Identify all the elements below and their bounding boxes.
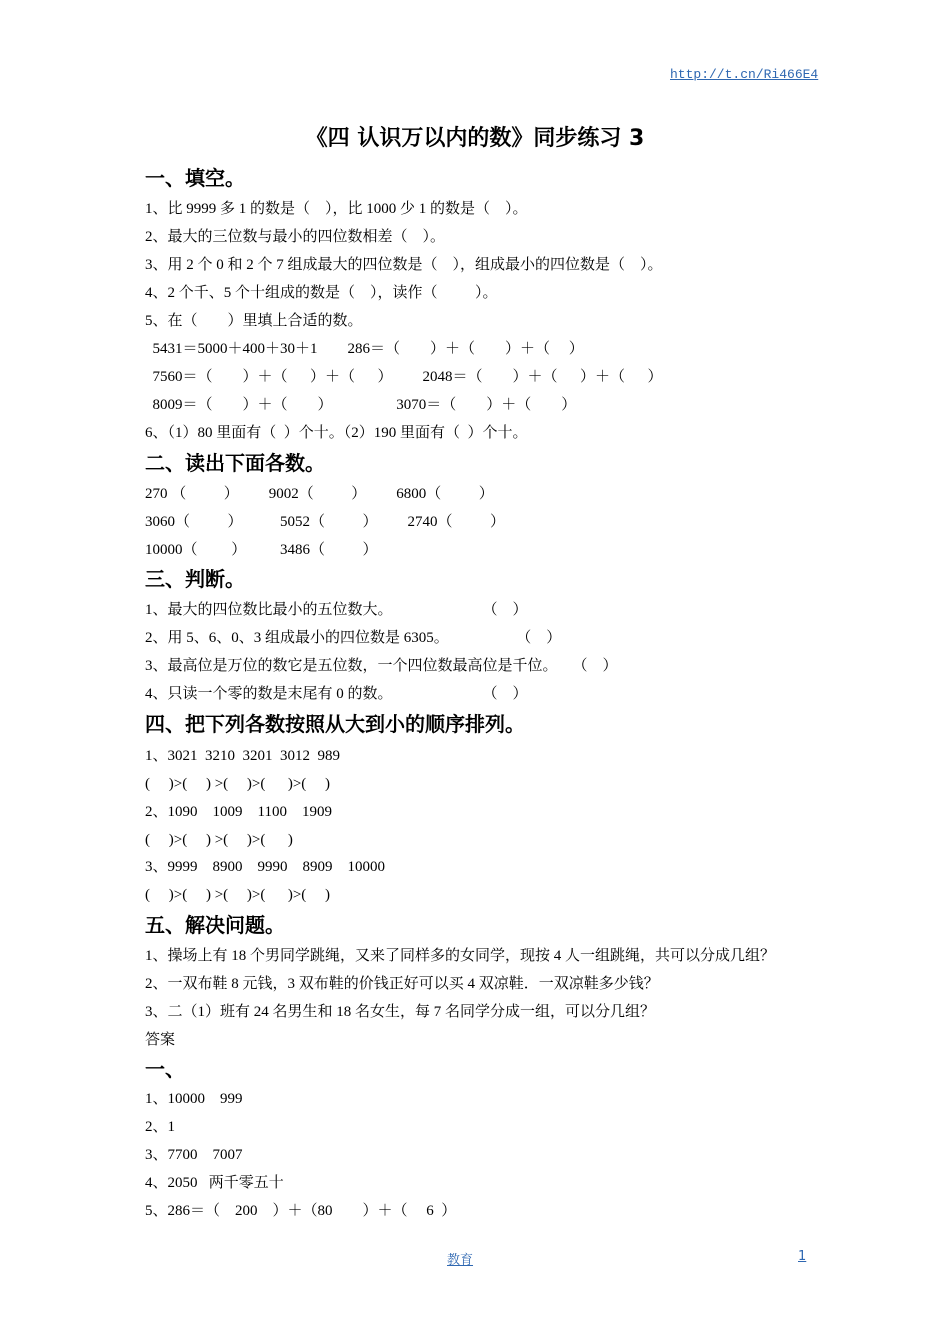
page-title: 《四 认识万以内的数》同步练习 3 xyxy=(305,126,645,151)
page-number[interactable]: 1 xyxy=(798,1249,807,1264)
question-line: 3、用 2 个 0 和 2 个 7 组成最大的四位数是（ ），组成最小的四位数是（ ）。 xyxy=(145,257,663,273)
question-line: 8009＝（ ）＋（ ） 3070＝（ ）＋（ ） xyxy=(145,397,577,413)
question-line: 4、2 个千、5 个十组成的数是（ ），读作（ ）。 xyxy=(145,285,498,301)
question-line: 3、9999 8900 9990 8909 10000 xyxy=(145,859,386,875)
question-line: 1、操场上有 18 个男同学跳绳，又来了同样多的女同学，现按 4 人一组跳绳，共可以分成几组？ xyxy=(145,948,776,964)
question-line: 10000（ ） 3486（ ） xyxy=(145,542,378,558)
question-line: 7560＝（ ）＋（ ）＋（ ） 2048＝（ ）＋（ ）＋（ ） xyxy=(145,369,663,385)
answer-line: 2、1 xyxy=(145,1119,176,1135)
header-link[interactable]: http://t.cn/Ri466E4 xyxy=(670,67,819,82)
question-line: 4、只读一个零的数是末尾有 0 的数。 （ ） xyxy=(145,686,528,702)
question-line: 3、最高位是万位的数它是五位数，一个四位数最高位是千位。 （ ） xyxy=(145,658,618,674)
question-line: ( )>( ) >( )>( )>( ) xyxy=(145,887,331,903)
question-line: 3060（ ） 5052（ ） 2740（ ） xyxy=(145,514,506,530)
question-line: 2、1090 1009 1100 1909 xyxy=(145,804,332,820)
section-heading: 三、判断。 xyxy=(145,567,245,591)
answers-heading: 一、 xyxy=(145,1057,185,1081)
question-line: 2、最大的三位数与最小的四位数相差（ ）。 xyxy=(145,229,446,245)
question-line: ( )>( ) >( )>( )>( ) xyxy=(145,776,331,792)
section-heading: 一、填空。 xyxy=(145,166,245,190)
answers-label: 答案 xyxy=(145,1032,176,1048)
footer-center-link[interactable]: 教育 xyxy=(447,1253,474,1268)
answer-line: 3、7700 7007 xyxy=(145,1147,243,1163)
answer-line: 5、286＝（ 200 ）＋（80 ）＋（ 6 ） xyxy=(145,1203,457,1219)
question-line: 1、最大的四位数比最小的五位数大。 （ ） xyxy=(145,602,528,618)
question-line: 3、二（1）班有 24 名男生和 18 名女生，每 7 名同学分成一组，可以分几组？ xyxy=(145,1004,656,1020)
answer-line: 1、10000 999 xyxy=(145,1091,243,1107)
section-heading: 四、把下列各数按照从大到小的顺序排列。 xyxy=(145,712,525,736)
question-line: 5、在（ ）里填上合适的数。 xyxy=(145,313,363,329)
section-heading: 五、解决问题。 xyxy=(145,913,285,937)
section-heading: 二、读出下面各数。 xyxy=(145,451,325,475)
question-line: 1、比 9999 多 1 的数是（ ），比 1000 少 1 的数是（ ）。 xyxy=(145,201,528,217)
question-line: 6、（1）80 里面有（ ）个十。（2）190 里面有（ ）个十。 xyxy=(145,425,528,441)
question-line: ( )>( ) >( )>( ) xyxy=(145,832,293,848)
answer-line: 4、2050 两千零五十 xyxy=(145,1175,284,1191)
question-line: 2、一双布鞋 8 元钱，3 双布鞋的价钱正好可以买 4 双凉鞋．一双凉鞋多少钱？ xyxy=(145,976,659,992)
question-line: 1、3021 3210 3201 3012 989 xyxy=(145,748,341,764)
question-line: 5431＝5000＋400＋30＋1 286＝（ ）＋（ ）＋（ ） xyxy=(145,341,584,357)
question-line: 2、用 5、6、0、3 组成最小的四位数是 6305。 （ ） xyxy=(145,630,562,646)
question-line: 270 （ ） 9002（ ） 6800（ ） xyxy=(145,486,494,502)
